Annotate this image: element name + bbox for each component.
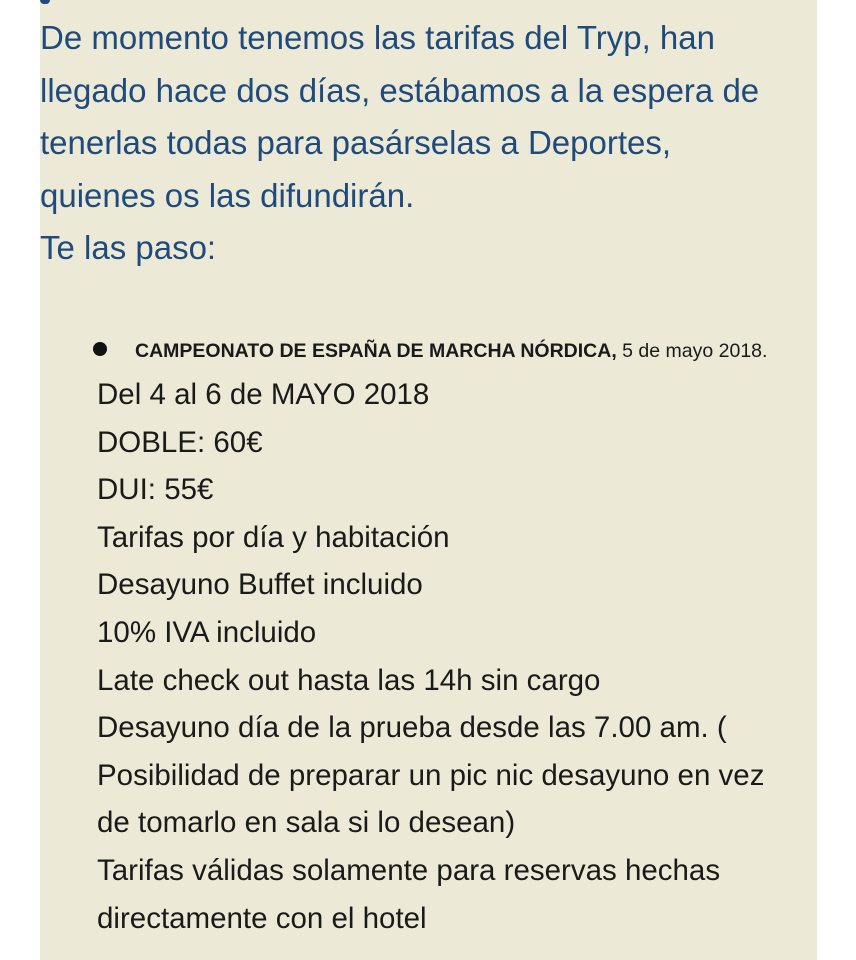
detail-line: Del 4 al 6 de MAYO 2018	[97, 378, 430, 411]
intro-line: Te las paso:	[40, 229, 217, 266]
detail-line: Tarifas válidas solamente para reservas hechas	[97, 853, 721, 887]
detail-line: DUI: 55€	[97, 473, 214, 507]
intro-paragraph	[40, 12, 810, 275]
detail-line: de tomarlo en sala si lo desean)	[97, 806, 516, 840]
rate-details	[97, 371, 813, 942]
event-title: CAMPEONATO DE ESPAÑA DE MARCHA NÓRDICA,	[135, 340, 617, 362]
detail-line: directamente con el hotel	[97, 901, 427, 935]
detail-line: 10% IVA incluido	[97, 615, 317, 649]
detail-line: Posibilidad de preparar un pic nic desayuno en vez	[97, 758, 765, 792]
detail-line: DOBLE: 60€	[97, 425, 263, 459]
bullet-icon	[93, 342, 107, 356]
detail-line: Desayuno día de la prueba desde las 7.00 am. (	[97, 711, 727, 745]
detail-line: Desayuno Buffet incluido	[97, 568, 423, 602]
intro-line: quienes os las difundirán.	[40, 176, 415, 214]
intro-line: De momento tenemos las tarifas del Tryp, han	[40, 19, 715, 56]
event-list-item	[93, 336, 833, 366]
detail-line: Tarifas por día y habitación	[97, 520, 450, 554]
intro-line: tenerlas todas para pasárselas a Deportes,	[40, 124, 672, 161]
detail-line: Late check out hasta las 14h sin cargo	[97, 663, 601, 697]
event-date: 5 de mayo 2018.	[616, 340, 768, 362]
intro-line: llegado hace dos días, estábamos a la espera de	[40, 71, 760, 109]
event-heading	[135, 338, 767, 364]
